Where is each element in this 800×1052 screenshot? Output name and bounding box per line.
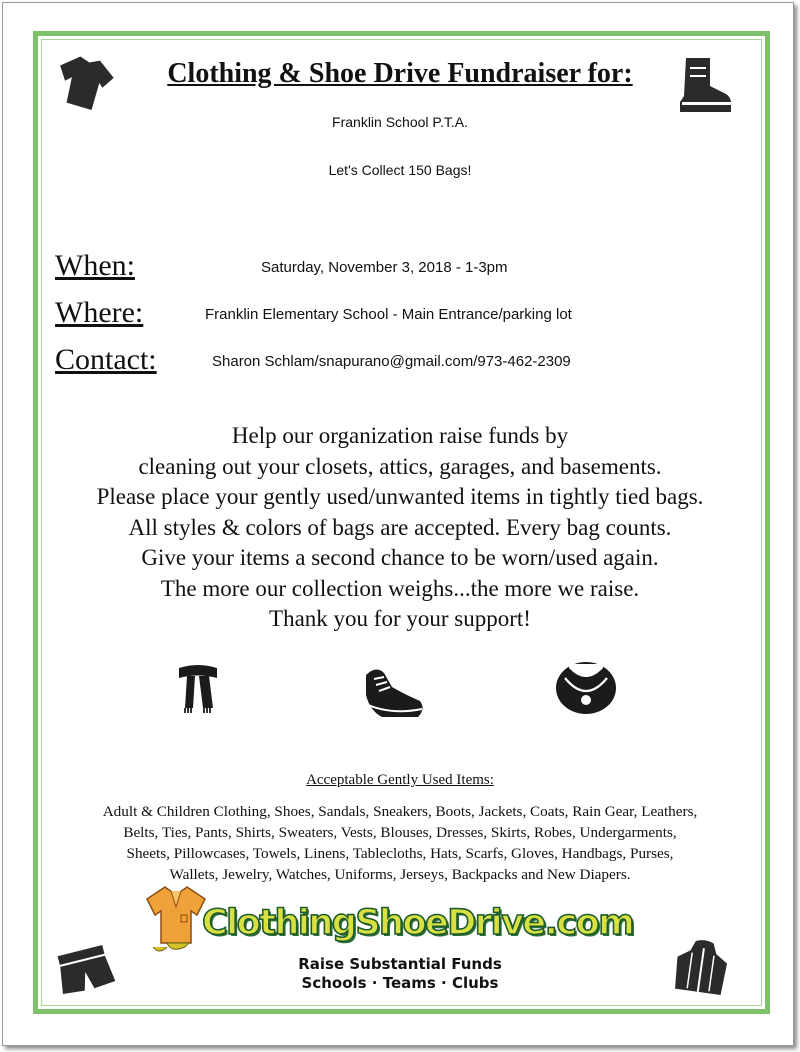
flyer-title: Clothing & Shoe Drive Fundraiser for:	[167, 58, 633, 89]
sneaker-icon	[362, 665, 426, 721]
necklace-icon	[555, 662, 617, 718]
shorts-icon	[56, 944, 114, 998]
organization-name: Franklin School P.T.A.	[332, 114, 468, 130]
where-value: Franklin Elementary School - Main Entrance/parking lot	[205, 306, 572, 323]
message-line: Give your items a second chance to be worn/used again.	[141, 545, 659, 570]
contact-value: Sharon Schlam/snapurano@gmail.com/973-462-2309	[212, 353, 571, 370]
where-label: Where:	[55, 296, 144, 329]
logo-text: ClothingShoeDrive.com	[202, 903, 634, 943]
items-line: Wallets, Jewelry, Watches, Uniforms, Jerseys, Backpacks and New Diapers.	[169, 866, 631, 883]
tagline-funds: Raise Substantial Funds	[298, 955, 502, 973]
acceptable-items-title: Acceptable Gently Used Items:	[306, 772, 494, 788]
message-line: Help our organization raise funds by	[231, 423, 569, 448]
message-line: The more our collection weighs...the more we raise.	[160, 575, 640, 601]
acceptable-items-list	[0, 801, 800, 885]
when-value: Saturday, November 3, 2018 - 1-3pm	[261, 259, 508, 276]
message-line: Thank you for your support!	[269, 606, 531, 631]
items-line: Adult & Children Clothing, Shoes, Sandals, Sneakers, Boots, Jackets, Coats, Rain Gear, Leathers,	[102, 803, 698, 820]
when-label: When:	[55, 249, 135, 282]
appeal-message	[0, 421, 800, 635]
items-line: Belts, Ties, Pants, Shirts, Sweaters, Vests, Blouses, Dresses, Skirts, Robes, Undergarments,	[123, 824, 677, 841]
message-line: Please place your gently used/unwanted items in tightly tied bags.	[96, 484, 704, 509]
collection-goal: Let's Collect 150 Bags!	[328, 162, 472, 178]
message-line: cleaning out your closets, attics, garages, and basements.	[138, 453, 662, 479]
polo-shirt-icon	[145, 885, 207, 955]
scarf-icon	[177, 664, 219, 714]
contact-label: Contact:	[55, 343, 157, 376]
items-line: Sheets, Pillowcases, Towels, Linens, Tablecloths, Hats, Scarfs, Gloves, Handbags, Purses,	[126, 845, 674, 862]
message-line: All styles & colors of bags are accepted. Every bag counts.	[128, 514, 672, 540]
jacket-icon	[674, 940, 728, 998]
tagline-groups: Schools · Teams · Clubs	[301, 974, 499, 992]
